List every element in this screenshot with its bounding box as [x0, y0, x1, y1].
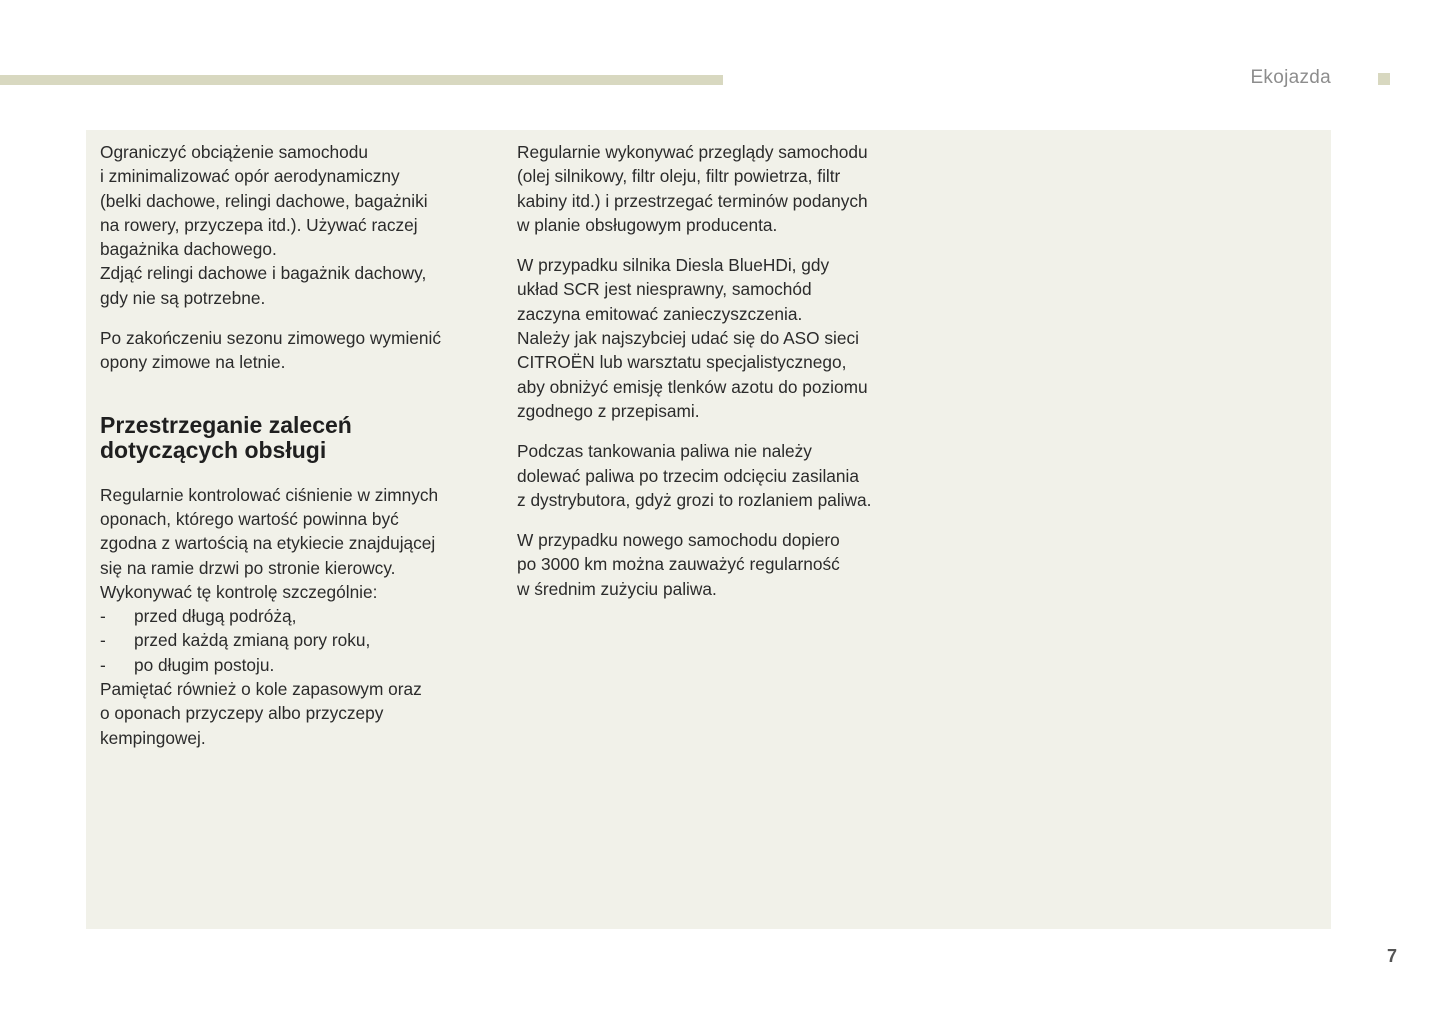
- bullet-dash: -: [100, 606, 106, 627]
- load-reduction-paragraph: Ograniczyć obciążenie samochodu i zminimalizować opór aerodynamiczny (belki dachowe, relingi dachowe, bagażniki na rowery, przyczepa itd.). Używać raczej bagażnika dachowego. Zdjąć relingi dachowe i bagażnik dachowy, gdy nie są potrzebne.: [100, 142, 428, 308]
- bluehdi-paragraph: W przypadku silnika Diesla BlueHDi, gdy układ SCR jest niesprawny, samochód zaczyna emitować zanieczyszczenia. Należy jak najszybciej udać się do ASO sieci CITROËN lub warsztatu specjalistycznego, aby obniżyć emisję tlenków azotu do poziomu zgodnego z przepisami.: [517, 255, 868, 421]
- spare-wheel-paragraph: Pamiętać również o kole zapasowym oraz o oponach przyczepy albo przyczepy kempingowej.: [100, 679, 422, 748]
- section-title: Ekojazda: [1250, 67, 1331, 88]
- bullet-dash: -: [100, 630, 106, 651]
- tyre-pressure-paragraph: Regularnie kontrolować ciśnienie w zimnych oponach, którego wartość powinna być zgodna z wartością na etykiecie znajdującej się na ramie drzwi po stronie kierowcy. Wykonywać tę kontrolę szczególnie:: [100, 484, 439, 602]
- page-number: 7: [1387, 946, 1398, 966]
- new-vehicle-paragraph: W przypadku nowego samochodu dopiero po 3000 km można zauważyć regularność w średnim zużyciu paliwa.: [517, 530, 840, 599]
- header-rule: [0, 75, 723, 85]
- list-item: - po długim postoju.: [100, 653, 500, 677]
- maintenance-heading: Przestrzeganie zaleceń dotyczących obsługi: [100, 411, 352, 463]
- section-marker-square: [1378, 73, 1390, 85]
- left-column: [100, 140, 500, 750]
- refuelling-paragraph: Podczas tankowania paliwa nie należy dolewać paliwa po trzecim odcięciu zasilania z dystrybutora, gdyż grozi to rozlaniem paliwa.: [517, 441, 872, 510]
- right-column: [517, 140, 917, 601]
- service-paragraph: Regularnie wykonywać przeglądy samochodu (olej silnikowy, filtr oleju, filtr powietrza, filtr kabiny itd.) i przestrzegać terminów podanych w planie obsługowym producenta.: [517, 142, 868, 235]
- list-item: - przed długą podróżą,: [100, 604, 500, 628]
- bullet-dash: -: [100, 654, 106, 675]
- winter-tyres-paragraph: Po zakończeniu sezonu zimowego wymienić opony zimowe na letnie.: [100, 328, 441, 373]
- tyre-check-list: [100, 604, 500, 677]
- list-item: - przed każdą zmianą pory roku,: [100, 628, 500, 652]
